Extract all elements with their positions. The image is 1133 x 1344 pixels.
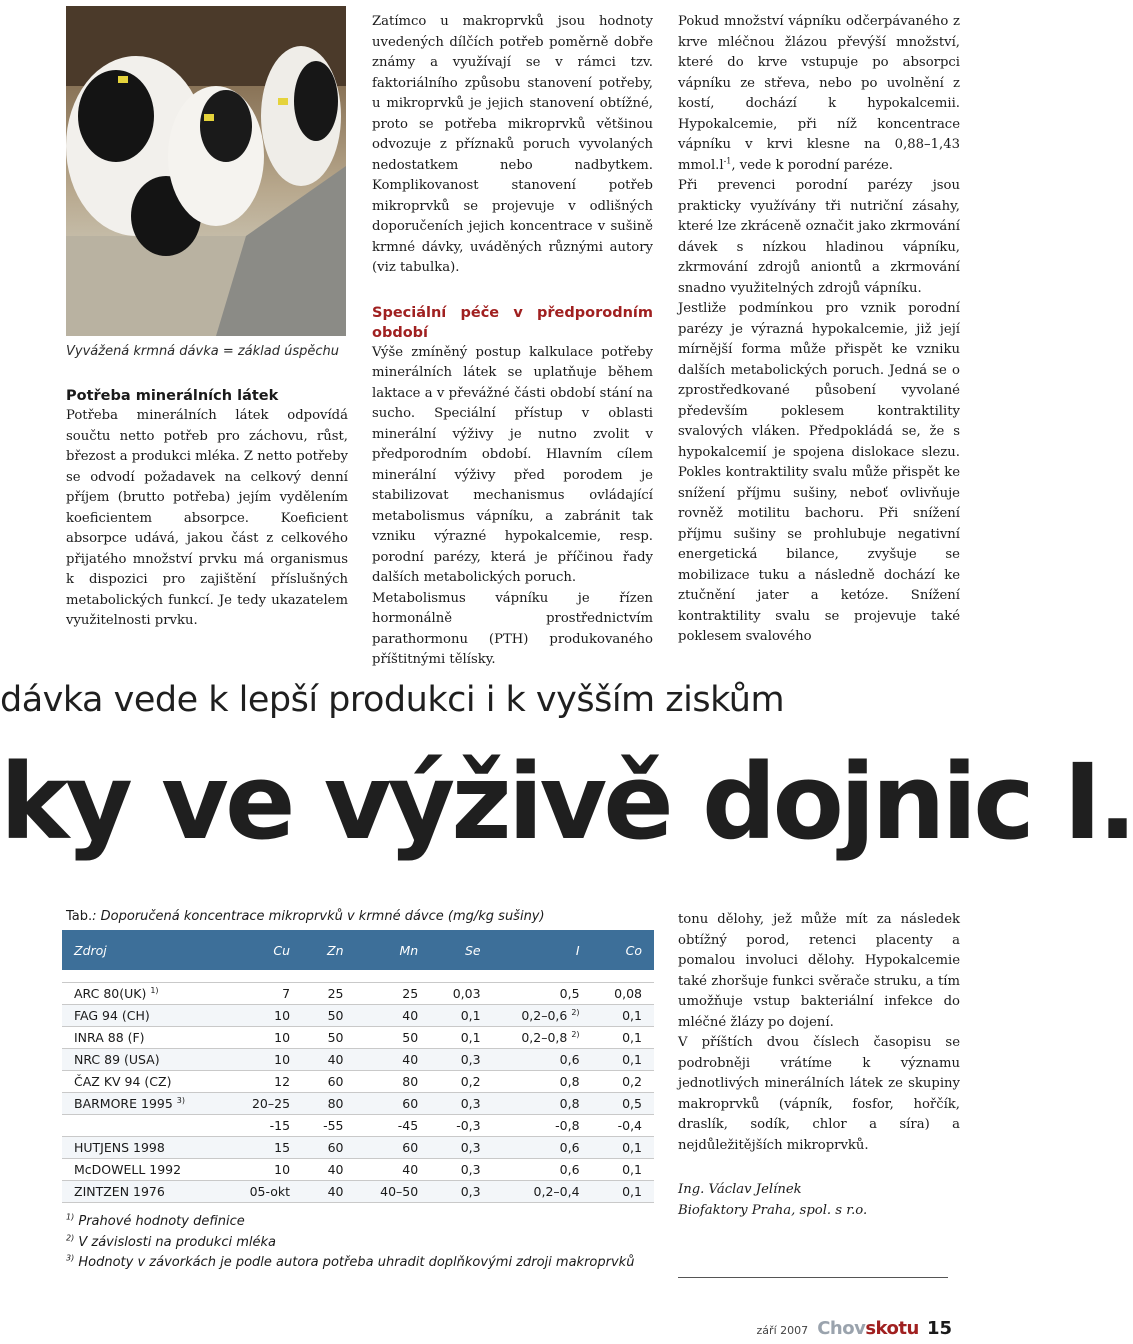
cell-se <box>430 1049 492 1071</box>
cows-photo <box>66 6 346 336</box>
cell-value: 40 <box>402 1052 419 1067</box>
section-heading-prepartum: Speciální péče v předporodním období <box>372 304 653 341</box>
cell-value: 05-okt <box>249 1184 291 1199</box>
table-row <box>62 1093 654 1115</box>
cell-zn <box>302 1093 355 1115</box>
cell-zn <box>302 1137 355 1159</box>
table-footnotes <box>66 1212 646 1274</box>
cell-co <box>592 1071 654 1093</box>
source-name: HUTJENS 1998 <box>74 1140 165 1155</box>
cell-source <box>62 1027 225 1049</box>
cell-value: 60 <box>327 1074 344 1089</box>
cell-i <box>493 1005 592 1027</box>
source-name: ARC 80(UK) <box>74 986 147 1001</box>
cell-value: 0,5 <box>622 1096 642 1111</box>
cell-value: 0,3 <box>460 1096 481 1111</box>
paragraph: Potřeba minerálních látek odpovídá součtu netto potřeb pro záchovu, růst, březost a produkci mléka. Z netto potřeby se odvodí požadavek na celkový denní příjem (brutto potřeba) jejím vydělením koeficientem absorpce. Koeficient absorpce udává, jakou část z celkového přijatého množství prvku má organismus k dispozici pro zajištění příslušných metabolických funkcí. Je tedy ukazatelem využitelnosti prvku. <box>66 408 348 628</box>
paragraph: Při prevenci porodní parézy jsou prakticky využívány tři nutriční zásahy, které lze zkráceně označit jako zkrmování dávek s nízkou hladinou vápníku, zkrmování zdrojů aniontů a zkrmování snadno využitelných zdrojů vápníku. <box>678 178 960 296</box>
footnote-ref: 2) <box>571 1029 580 1039</box>
cell-i <box>493 1093 592 1115</box>
source-name: ZINTZEN 1976 <box>74 1184 165 1199</box>
cell-value: 0,6 <box>559 1140 580 1155</box>
table-title <box>66 909 545 924</box>
cell-value: 0,6 <box>559 1162 580 1177</box>
cell-value: 0,3 <box>460 1140 481 1155</box>
footnote <box>66 1233 646 1254</box>
cell-value: 0,2 <box>622 1074 642 1089</box>
source-name: McDOWELL 1992 <box>74 1162 182 1177</box>
cell-mn <box>356 1071 431 1093</box>
superscript: -1 <box>723 156 732 166</box>
cell-zn <box>302 1115 355 1137</box>
cell-mn <box>356 983 431 1005</box>
cell-value: 50 <box>402 1030 419 1045</box>
cell-value: 7 <box>282 986 291 1001</box>
cell-value: 40 <box>327 1052 344 1067</box>
cell-cu <box>225 1115 303 1137</box>
cell-value: 10 <box>274 1162 291 1177</box>
cell-value: 50 <box>327 1030 344 1045</box>
cell-mn <box>356 1093 431 1115</box>
column-4 <box>678 910 960 1221</box>
cell-zn <box>302 1071 355 1093</box>
divider <box>678 1277 948 1278</box>
page-footer <box>757 1318 952 1339</box>
headline-subtitle: dávka vede k lepší produkci i k vyšším ziskům <box>0 680 785 720</box>
source-name: ČAZ KV 94 (CZ) <box>74 1074 172 1089</box>
cell-value: 10 <box>274 1030 291 1045</box>
cell-co <box>592 1093 654 1115</box>
issue-date: září 2007 <box>756 1324 809 1337</box>
cell-cu <box>225 1027 303 1049</box>
cell-source <box>62 1159 225 1181</box>
cell-value: 40 <box>327 1162 344 1177</box>
cell-mn <box>356 1049 431 1071</box>
cell-mn <box>356 1137 431 1159</box>
cell-source <box>62 1005 225 1027</box>
cell-value: 0,3 <box>460 1162 481 1177</box>
table-row <box>62 1181 654 1203</box>
cell-se <box>430 1027 492 1049</box>
cell-value: -45 <box>397 1118 419 1133</box>
cell-se <box>430 983 492 1005</box>
footnote-ref: 2) <box>571 1007 580 1017</box>
cell-value: -55 <box>323 1118 344 1133</box>
text-run: , vede k porodní paréze. <box>731 157 893 173</box>
cell-i <box>493 1071 592 1093</box>
cell-value: 0,1 <box>622 1184 642 1199</box>
cell-value: 0,8 <box>559 1074 580 1089</box>
cell-value: 25 <box>327 986 344 1001</box>
table-label: Tab. <box>66 909 93 924</box>
footnote-text: Prahové hodnoty definice <box>78 1214 245 1229</box>
footnote-mark: 2) <box>66 1233 75 1243</box>
cell-value: -15 <box>269 1118 291 1133</box>
cell-value: 0,1 <box>460 1030 481 1045</box>
section-heading-mineral-needs: Potřeba minerálních látek <box>66 388 279 404</box>
cell-value: 0,2–0,8 <box>521 1030 568 1045</box>
footnote-mark: 3) <box>66 1253 75 1263</box>
column-header: Se <box>430 930 492 970</box>
cell-value: 40 <box>402 1008 419 1023</box>
table-header-row <box>62 930 654 970</box>
column-2 <box>372 12 653 671</box>
paragraph: Výše zmíněný postup kalkulace potřeby minerálních látek se uplatňuje během laktace a v převážné části období stání na sucho. Speciální přístup v oblasti minerální výživy je nutno zvolit v předporodním období. Hlavním cílem minerální výživy před porodem je stabilizovat mechanismus ovládající metabolismus vápníku, a zabránit tak vzniku výrazné hypokalcemie, resp. porodní parézy, která je příčinou řady dalších metabolických poruch. <box>372 344 653 585</box>
cell-cu <box>225 1005 303 1027</box>
cell-value: 0,1 <box>622 1052 642 1067</box>
cell-value: 0,2–0,6 <box>521 1008 568 1023</box>
column-header: Mn <box>356 930 431 970</box>
source-name: INRA 88 (F) <box>74 1030 145 1045</box>
table-row <box>62 1027 654 1049</box>
cell-cu <box>225 1181 303 1203</box>
cell-co <box>592 1181 654 1203</box>
cell-co <box>592 1115 654 1137</box>
cell-value: 0,3 <box>460 1052 481 1067</box>
cell-value: 0,1 <box>622 1008 642 1023</box>
cell-value: 10 <box>274 1008 291 1023</box>
cell-value: 40 <box>327 1184 344 1199</box>
cell-value: 0,2–0,4 <box>533 1184 580 1199</box>
cell-value: 20–25 <box>251 1096 291 1111</box>
cell-value: 60 <box>402 1096 419 1111</box>
column-header: Zdroj <box>62 930 225 970</box>
cell-value: 15 <box>274 1140 291 1155</box>
footnote-ref: 1) <box>150 985 159 995</box>
cell-se <box>430 1115 492 1137</box>
cell-value: 0,5 <box>559 986 580 1001</box>
column-1 <box>66 386 348 632</box>
cell-value: 0,1 <box>622 1162 642 1177</box>
cell-value: -0,3 <box>456 1118 481 1133</box>
cell-value: 0,08 <box>614 986 642 1001</box>
cell-value: 0,8 <box>559 1096 580 1111</box>
logo-part: Chov <box>817 1318 866 1339</box>
cell-source <box>62 1181 225 1203</box>
paragraph: Jestliže podmínkou pro vznik porodní parézy je výrazná hypokalcemie, již její mírnější forma může přispět ke vzniku dalších metabolických poruch. Jedná se o zprostředkované působení vyvolané především poklesem kontraktility svalových vláken. Předpokládá se, že s hypokalcemií je spojena dislokace slezu. Pokles kontraktility svalu může přispět ke snížení příjmu sušiny, neboť ovlivňuje rovněž motilitu bachoru. Při snížení příjmu sušiny se prohlubuje negativní energetická bilance, zvyšuje se mobilizace tuku a následně dochází ke ztučnění jater a ketóze. Snížení kontraktility svalu se projevuje také poklesem svalového <box>678 301 960 644</box>
cell-value: 60 <box>327 1140 344 1155</box>
source-name: NRC 89 (USA) <box>74 1052 160 1067</box>
cell-cu <box>225 1071 303 1093</box>
cell-value: 50 <box>327 1008 344 1023</box>
footnote-mark: 1) <box>66 1212 75 1222</box>
cell-cu <box>225 1093 303 1115</box>
column-3 <box>678 12 960 648</box>
paragraph: tonu dělohy, jež může mít za následek obtížný porod, retenci placenty a pomalou involuci dělohy. Hypokalcemie také zhoršuje funkci svěrače struku, a tím umožňuje vstup bakteriální infekce do mléčné žlázy po dojení. <box>678 912 960 1030</box>
cell-value: 80 <box>327 1096 344 1111</box>
cell-value: 40 <box>402 1162 419 1177</box>
cell-source <box>62 1093 225 1115</box>
cell-se <box>430 1159 492 1181</box>
table-row <box>62 983 654 1005</box>
cell-value: 80 <box>402 1074 419 1089</box>
spacer-cell <box>62 970 654 983</box>
table-row <box>62 1137 654 1159</box>
cell-se <box>430 1005 492 1027</box>
cell-value: -0,4 <box>617 1118 642 1133</box>
table-caption: : Doporučená koncentrace mikroprvků v krmné dávce (mg/kg sušiny) <box>92 909 545 924</box>
table-row <box>62 1159 654 1181</box>
cell-se <box>430 1181 492 1203</box>
paragraph: V příštích dvou číslech časopisu se podrobněji vrátíme k významu jednotlivých minerálních látek ze skupiny makroprvků (vápník, fosfor, hořčík, draslík, sodík, chlor a síra) a nejdůležitějších mikroprvků. <box>678 1035 960 1153</box>
cell-value: 60 <box>402 1140 419 1155</box>
cell-i <box>493 983 592 1005</box>
cell-mn <box>356 1027 431 1049</box>
cell-mn <box>356 1005 431 1027</box>
cell-se <box>430 1137 492 1159</box>
cell-value: 10 <box>274 1052 291 1067</box>
cell-zn <box>302 1005 355 1027</box>
cell-mn <box>356 1159 431 1181</box>
cell-value: 0,03 <box>452 986 481 1001</box>
cell-value: -0,8 <box>555 1118 580 1133</box>
table-row <box>62 1071 654 1093</box>
cell-i <box>493 1137 592 1159</box>
column-header: Co <box>592 930 654 970</box>
text-run: Pokud množství vápníku odčerpávaného z krve mléčnou žlázou převýší množství, které do krve vstupuje po absorpci vápníku ze střeva, nebo po uvolnění z kostí, dochází k hypokalcemii. Hypokalcemie, při níž koncentrace vápníku v krvi klesne na 0,88–1,43 mmol.l <box>678 14 960 173</box>
column-header: I <box>493 930 592 970</box>
cell-i <box>493 1159 592 1181</box>
cell-source <box>62 1115 225 1137</box>
cell-value: 0,2 <box>460 1074 481 1089</box>
column-header: Zn <box>302 930 355 970</box>
cell-cu <box>225 1137 303 1159</box>
cell-mn <box>356 1115 431 1137</box>
magazine-logo <box>817 1318 919 1339</box>
cell-source <box>62 983 225 1005</box>
cell-zn <box>302 1181 355 1203</box>
cell-i <box>493 1049 592 1071</box>
cell-co <box>592 1005 654 1027</box>
logo-part: skotu <box>865 1318 919 1339</box>
cell-se <box>430 1071 492 1093</box>
page-number: 15 <box>926 1318 952 1339</box>
footnote-text: Hodnoty v závorkách je podle autora potřeba uhradit doplňkovými zdroji makroprvků <box>78 1255 635 1270</box>
cell-co <box>592 1159 654 1181</box>
cell-zn <box>302 1159 355 1181</box>
paragraph: Metabolismus vápníku je řízen hormonálně prostřednictvím parathormonu (PTH) produkovaného příštitnými tělísky. <box>372 590 653 667</box>
cell-se <box>430 1093 492 1115</box>
cell-zn <box>302 1027 355 1049</box>
cell-source <box>62 1071 225 1093</box>
cell-value: 0,6 <box>559 1052 580 1067</box>
table-row <box>62 1115 654 1137</box>
cell-value: 12 <box>274 1074 291 1089</box>
paragraph <box>678 12 960 176</box>
paragraph: Zatímco u makroprvků jsou hodnoty uvedených dílčích potřeb poměrně dobře známy a využívají se v rámci tzv. faktoriálního způsobu stanovení potřeby, u mikroprvků je jejich stanovení obtížné, proto se potřeba mikroprvků většinou odvozuje z příznaků poruch vyvolaných nedostatkem nebo nadbytkem. Komplikovanost stanovení potřeb mikroprvků se projevuje v odlišných doporučeních jejich koncentrace v sušině krmné dávky, uváděných různými autory (viz tabulka). <box>372 14 653 275</box>
cell-value: 25 <box>402 986 419 1001</box>
cell-zn <box>302 1049 355 1071</box>
cell-co <box>592 1137 654 1159</box>
table-row <box>62 1049 654 1071</box>
cell-mn <box>356 1181 431 1203</box>
source-name: FAG 94 (CH) <box>74 1008 150 1023</box>
footnote-text: V závislosti na produkci mléka <box>78 1234 276 1250</box>
author-affiliation: Biofaktory Praha, spol. s r.o. <box>678 1202 868 1218</box>
cell-i <box>493 1027 592 1049</box>
cell-cu <box>225 1049 303 1071</box>
cell-source <box>62 1137 225 1159</box>
micronutrient-table <box>62 930 654 1203</box>
cell-co <box>592 1049 654 1071</box>
cell-co <box>592 983 654 1005</box>
cell-value: 0,3 <box>460 1184 481 1199</box>
cell-value: 40–50 <box>380 1184 419 1199</box>
author-name: Ing. Václav Jelínek <box>678 1182 802 1197</box>
source-name: BARMORE 1995 <box>74 1096 173 1111</box>
table-row <box>62 1005 654 1027</box>
cell-value: 0,1 <box>622 1140 642 1155</box>
footnote <box>66 1212 646 1233</box>
cell-i <box>493 1181 592 1203</box>
cell-zn <box>302 983 355 1005</box>
cell-i <box>493 1115 592 1137</box>
cell-value: 0,1 <box>622 1030 642 1045</box>
cell-cu <box>225 1159 303 1181</box>
cell-co <box>592 1027 654 1049</box>
footnote-ref: 3) <box>176 1095 186 1105</box>
headline-title: ky ve výživě dojnic I. <box>0 741 1133 863</box>
table-spacer <box>62 970 654 983</box>
footnote <box>66 1253 646 1274</box>
cell-source <box>62 1049 225 1071</box>
photo-caption: Vyvážená krmná dávka = základ úspěchu <box>66 344 340 359</box>
column-header: Cu <box>225 930 303 970</box>
cell-cu <box>225 983 303 1005</box>
cell-value: 0,1 <box>460 1008 481 1023</box>
